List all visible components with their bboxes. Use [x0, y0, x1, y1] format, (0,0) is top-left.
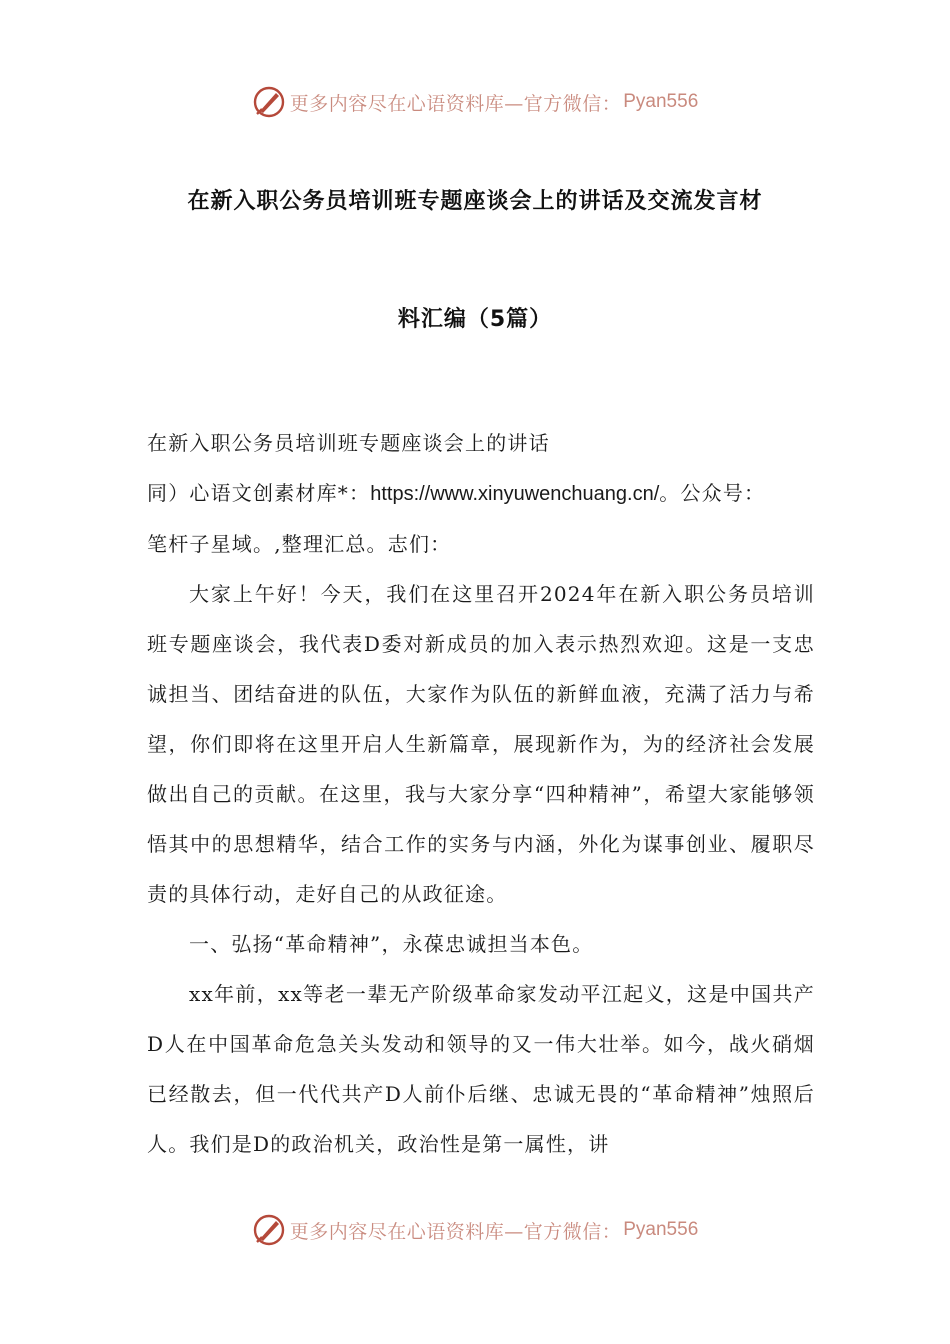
quill-pen-icon — [252, 85, 286, 119]
watermark-text: 更多内容尽在心语资料库—官方微信： — [289, 92, 622, 115]
intro-public-account-label: 。公众号： — [659, 481, 766, 505]
watermark-wechat-id: Pyan556 — [623, 1219, 699, 1240]
watermark-text: 更多内容尽在心语资料库—官方微信： — [289, 1220, 622, 1243]
paragraph: 大家上午好！今天，我们在这里召开2024年在新入职公务员培训班专题座谈会，我代表D委对新成员的加入表示热烈欢迎。这是一支忠诚担当、团结奋进的队伍，大家作为队伍的新鲜血液，充满了活力与希望，你们即将在这里开启人生新篇章，展现新作为，为的经济社会发展做出自己的贡献。在这里，我与大家分享“四种精神”，希望大家能够领悟其中的思想精华，结合工作的实务与内涵，外化为谋事创业、履职尽责的具体行动，走好自己的从政征途。 — [147, 582, 815, 906]
document-title-line1: 在新入职公务员培训班专题座谈会上的讲话及交流发言材 — [187, 189, 763, 214]
intro-line — [147, 468, 815, 519]
section-heading: 一、弘扬“革命精神”，永葆忠诚担当本色。 — [189, 932, 594, 956]
paragraph: xx年前，xx等老一辈无产阶级革命家发动平江起义，这是中国共产D人在中国革命危急关头发动和领导的又一伟大壮举。如今，战火硝烟已经散去，但一代代共产D人前仆后继、忠诚无畏的“革命精神”烛照后人。我们是D的政治机关，政治性是第一属性，讲 — [147, 982, 815, 1156]
section-subtitle: 在新入职公务员培训班专题座谈会上的讲话 — [147, 431, 550, 455]
document-title-line2: 料汇编（5篇） — [397, 307, 553, 332]
watermark-banner-top — [0, 80, 950, 124]
intro-line-2: 笔杆子星域。,整理汇总。志们： — [147, 532, 452, 556]
source-url: https://www.xinyuwenchuang.cn/ — [370, 483, 660, 505]
intro-source-label: 同）心语文创素材库*： — [147, 481, 371, 505]
quill-pen-icon — [252, 1213, 286, 1247]
document-body — [147, 418, 815, 1169]
watermark-wechat-id: Pyan556 — [623, 91, 699, 112]
watermark-banner-bottom — [0, 1208, 950, 1252]
